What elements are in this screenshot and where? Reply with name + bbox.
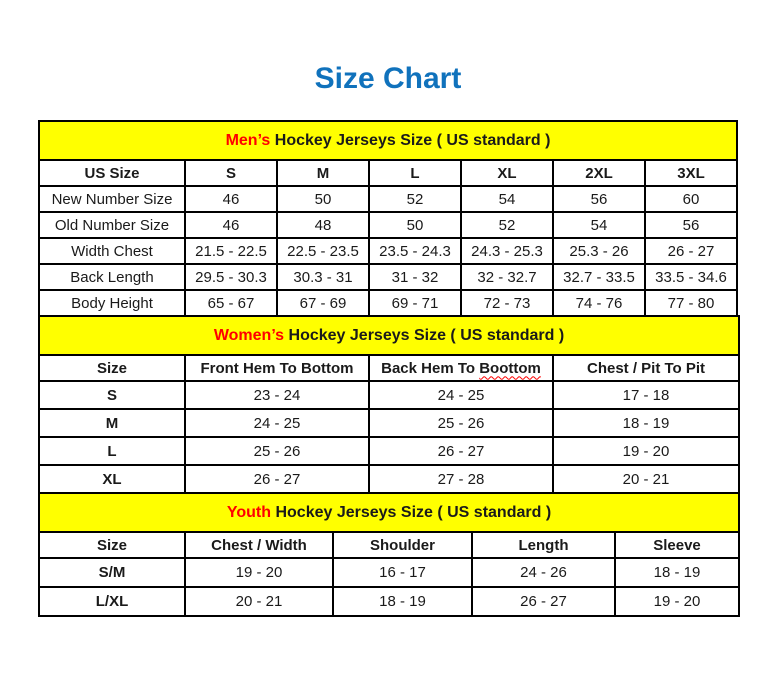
size-value: 54 <box>553 212 645 238</box>
mens-size-table <box>38 120 738 317</box>
row-label: Back Length <box>39 264 185 290</box>
table-row <box>39 290 737 316</box>
size-tables-container <box>38 120 738 617</box>
column-header: Chest / Pit To Pit <box>553 355 739 381</box>
column-header: Size <box>39 532 185 558</box>
table-row <box>39 264 737 290</box>
size-value: 31 - 32 <box>369 264 461 290</box>
size-value: 48 <box>277 212 369 238</box>
mens-section-title: Men’s Hockey Jerseys Size ( US standard ) <box>39 121 737 160</box>
size-value: 25 - 26 <box>369 409 553 437</box>
size-value: 20 - 21 <box>553 465 739 493</box>
table-row <box>39 381 739 409</box>
section-title-highlight: Women’s <box>213 326 285 344</box>
size-value: 25.3 - 26 <box>553 238 645 264</box>
size-value: 27 - 28 <box>369 465 553 493</box>
size-value: 65 - 67 <box>185 290 277 316</box>
size-value: 18 - 19 <box>615 558 739 587</box>
size-value: 54 <box>461 186 553 212</box>
row-label: L/XL <box>39 587 185 616</box>
size-value: 56 <box>553 186 645 212</box>
size-value: 24 - 25 <box>185 409 369 437</box>
table-row <box>39 465 739 493</box>
size-value: 25 - 26 <box>185 437 369 465</box>
row-label: S <box>39 381 185 409</box>
table-row <box>39 238 737 264</box>
column-header: Chest / Width <box>185 532 333 558</box>
size-value: 21.5 - 22.5 <box>185 238 277 264</box>
size-value: 56 <box>645 212 737 238</box>
column-header: Front Hem To Bottom <box>185 355 369 381</box>
size-value: 26 - 27 <box>472 587 615 616</box>
size-value: 77 - 80 <box>645 290 737 316</box>
row-label: Body Height <box>39 290 185 316</box>
size-value: 16 - 17 <box>333 558 472 587</box>
section-title-highlight: Men’s <box>225 131 271 149</box>
size-value: 32.7 - 33.5 <box>553 264 645 290</box>
size-value: 26 - 27 <box>369 437 553 465</box>
size-value: 18 - 19 <box>553 409 739 437</box>
row-label: S/M <box>39 558 185 587</box>
column-header: Back Hem To Boottom <box>369 355 553 381</box>
column-header: Sleeve <box>615 532 739 558</box>
size-value: 46 <box>185 186 277 212</box>
womens-size-table <box>38 315 740 494</box>
column-header: US Size <box>39 160 185 186</box>
size-value: 23.5 - 24.3 <box>369 238 461 264</box>
size-value: 24 - 25 <box>369 381 553 409</box>
column-header: M <box>277 160 369 186</box>
size-value: 33.5 - 34.6 <box>645 264 737 290</box>
column-header: L <box>369 160 461 186</box>
table-row <box>39 409 739 437</box>
size-value: 69 - 71 <box>369 290 461 316</box>
size-value: 20 - 21 <box>185 587 333 616</box>
size-value: 19 - 20 <box>553 437 739 465</box>
size-value: 72 - 73 <box>461 290 553 316</box>
size-value: 23 - 24 <box>185 381 369 409</box>
size-value: 19 - 20 <box>615 587 739 616</box>
row-label: Width Chest <box>39 238 185 264</box>
size-value: 67 - 69 <box>277 290 369 316</box>
section-title-highlight: Youth <box>226 503 272 521</box>
row-label: M <box>39 409 185 437</box>
size-value: 52 <box>461 212 553 238</box>
size-value: 29.5 - 30.3 <box>185 264 277 290</box>
size-value: 26 - 27 <box>185 465 369 493</box>
table-row <box>39 587 739 616</box>
youth-size-table <box>38 492 740 617</box>
column-header: Size <box>39 355 185 381</box>
size-value: 46 <box>185 212 277 238</box>
misspelled-word: Boottom <box>479 359 541 377</box>
column-header: XL <box>461 160 553 186</box>
size-value: 18 - 19 <box>333 587 472 616</box>
size-value: 60 <box>645 186 737 212</box>
row-label: New Number Size <box>39 186 185 212</box>
row-label: Old Number Size <box>39 212 185 238</box>
column-header: 2XL <box>553 160 645 186</box>
womens-section-title: Women’s Hockey Jerseys Size ( US standard ) <box>39 316 739 355</box>
size-value: 30.3 - 31 <box>277 264 369 290</box>
table-row <box>39 437 739 465</box>
size-value: 24.3 - 25.3 <box>461 238 553 264</box>
size-value: 74 - 76 <box>553 290 645 316</box>
table-row <box>39 186 737 212</box>
size-value: 26 - 27 <box>645 238 737 264</box>
page-title: Size Chart <box>314 62 462 95</box>
womens-header-row <box>39 355 739 381</box>
size-value: 22.5 - 23.5 <box>277 238 369 264</box>
column-header: 3XL <box>645 160 737 186</box>
youth-header-row <box>39 532 739 558</box>
mens-header-row <box>39 160 737 186</box>
row-label: XL <box>39 465 185 493</box>
youth-section-title: Youth Hockey Jerseys Size ( US standard ) <box>39 493 739 532</box>
table-row <box>39 212 737 238</box>
column-header: S <box>185 160 277 186</box>
size-value: 32 - 32.7 <box>461 264 553 290</box>
size-value: 19 - 20 <box>185 558 333 587</box>
size-value: 52 <box>369 186 461 212</box>
table-row <box>39 558 739 587</box>
column-header: Length <box>472 532 615 558</box>
size-value: 17 - 18 <box>553 381 739 409</box>
column-header: Shoulder <box>333 532 472 558</box>
size-value: 50 <box>277 186 369 212</box>
row-label: L <box>39 437 185 465</box>
size-value: 50 <box>369 212 461 238</box>
size-value: 24 - 26 <box>472 558 615 587</box>
